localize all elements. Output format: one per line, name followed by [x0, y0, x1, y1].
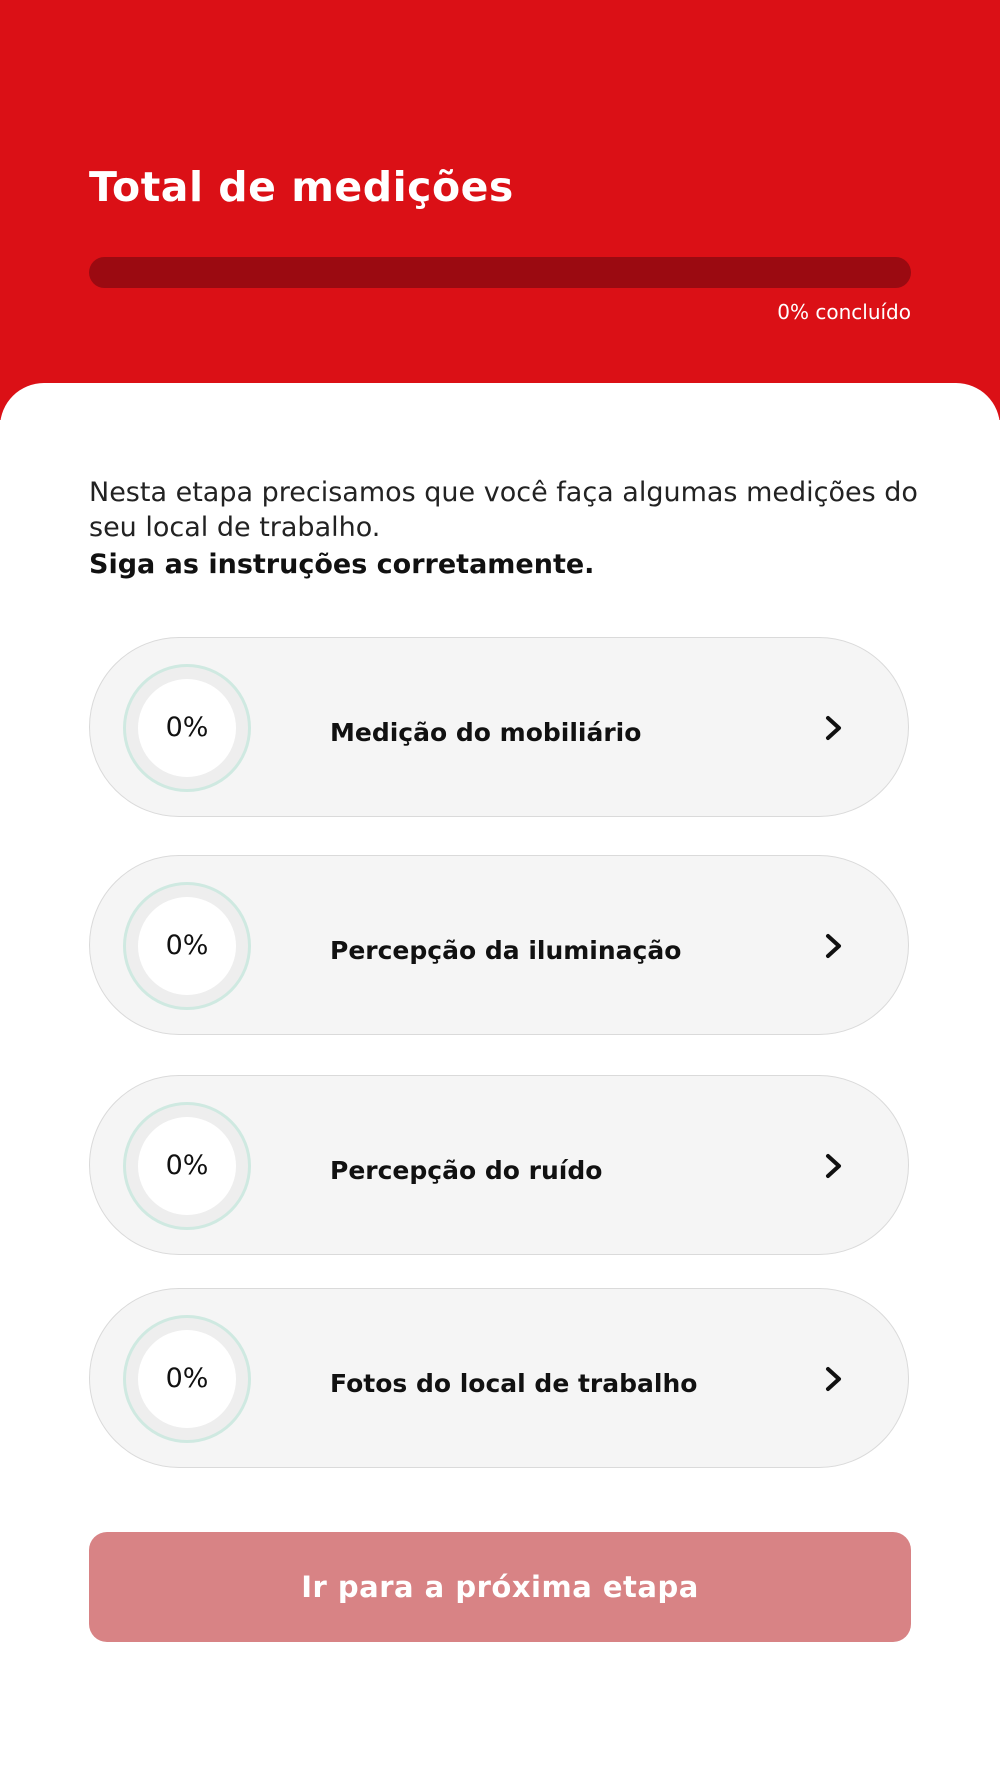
progress-percent: 0% — [165, 930, 209, 961]
chevron-right-icon — [820, 932, 848, 960]
chevron-right-icon — [820, 714, 848, 742]
progress-ring — [123, 1315, 251, 1443]
progress-label: 0% concluído — [777, 300, 911, 324]
intro-instruction: Siga as instruções corretamente. — [89, 549, 595, 580]
next-step-button[interactable]: Ir para a próxima etapa — [89, 1532, 911, 1642]
chevron-right-icon — [820, 1152, 848, 1180]
card-label: Percepção do ruído — [330, 1156, 603, 1185]
card-label: Medição do mobiliário — [330, 718, 642, 747]
page-title: Total de medições — [89, 163, 514, 211]
progress-percent: 0% — [165, 1150, 209, 1181]
progress-percent: 0% — [165, 1363, 209, 1394]
card-label: Fotos do local de trabalho — [330, 1369, 698, 1398]
total-progress-bar — [89, 257, 911, 288]
progress-percent: 0% — [165, 712, 209, 743]
progress-ring — [123, 882, 251, 1010]
card-workplace-photos[interactable] — [89, 1288, 909, 1468]
progress-ring — [123, 1102, 251, 1230]
card-lighting-perception[interactable] — [89, 855, 909, 1035]
chevron-right-icon — [820, 1365, 848, 1393]
header-banner — [0, 0, 1000, 420]
intro-text: Nesta etapa precisamos que você faça algumas medições do seu local de trabalho. — [89, 477, 918, 543]
card-noise-perception[interactable] — [89, 1075, 909, 1255]
card-label: Percepção da iluminação — [330, 936, 682, 965]
card-furniture-measurement[interactable] — [89, 637, 909, 817]
progress-ring — [123, 664, 251, 792]
